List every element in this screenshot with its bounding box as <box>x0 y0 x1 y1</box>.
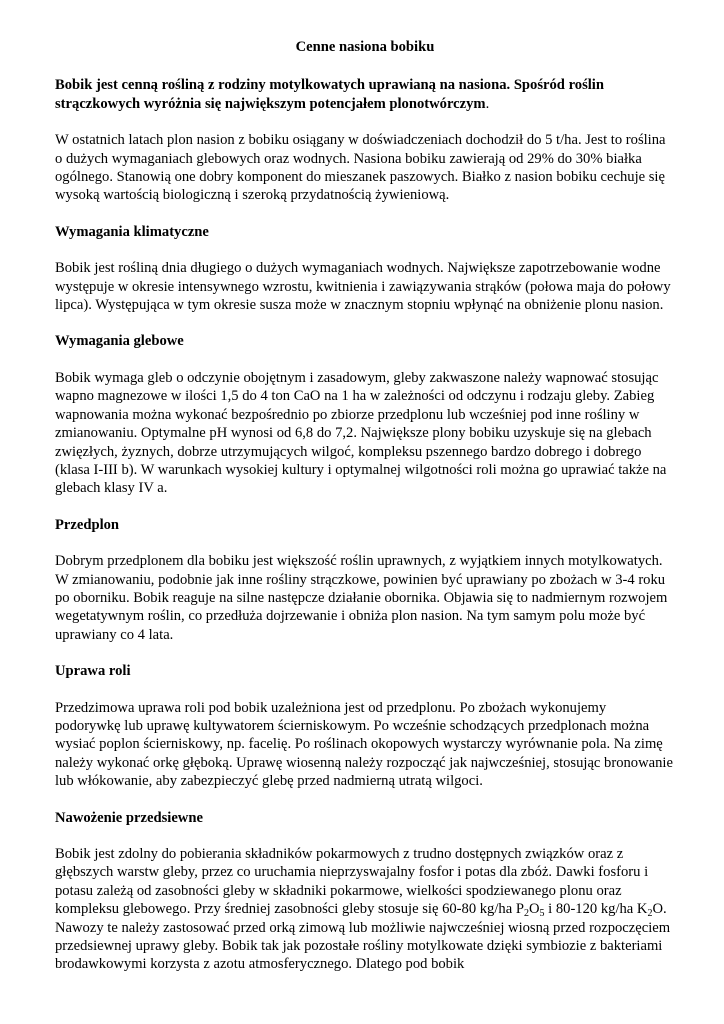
fert-sub-1: 2 <box>523 908 529 920</box>
fert-text-a: Bobik jest zdolny do pobierania składników pokarmowych z trudno dostępnych związków oraz z głębszych warstw gleby, przez co uruchamia nieprzyswajalny fosfor i potas dla zbóż. Dawki fosforu i potasu zależą od zasobności gleby w składniki pokarmowe, wielkości spodziewanego plonu oraz kompleksu glebowego. Przy średniej zasobności gleby stosuje się 60-80 kg/ha P <box>55 846 649 918</box>
heading-climate: Wymagania klimatyczne <box>55 223 209 240</box>
fert-text-b: O <box>528 901 540 918</box>
heading-previous-crop: Przedplon <box>55 516 120 533</box>
paragraph-soil: Bobik wymaga gleb o odczynie obojętnym i zasadowym, gleby zakwaszone należy wapnować stosując wapno magnezowe w ilości 1,5 do 4 ton CaO na 1 ha w zależności od odczynu i rodzaju gleby. Zabieg wapnowania można wykonać bezpośrednio po zbiorze przedplonu lub wcześniej pod inne rośliny w zmianowaniu. Optymalne pH wynosi od 6,8 do 7,2. Największe plony bobiku uzyskuje się na glebach zwięzłych, żyznych, dobrze utrzymujących wilgoć, kompleksu pszennego bardzo dobrego i dobrego (klasa I-III b). W warunkach wysokiej kultury i optymalnej wilgotności roli można go uprawiać także na glebach klasy IV a. <box>55 369 667 497</box>
fert-text-c: i 80-120 kg/ha K <box>544 901 648 918</box>
heading-soil: Wymagania glebowe <box>55 333 184 350</box>
paragraph-previous-crop: Dobrym przedplonem dla bobiku jest większość roślin uprawnych, z wyjątkiem innych motylkowatych. W zmianowaniu, podobnie jak inne rośliny strączkowe, powinien być uprawiany po zbożach w 3-4 roku po oborniku. Bobik reaguje na silne następcze działanie obornika. Objawia się to nadmiernym rozwojem wegetatywnym roślin, co przedłuża dojrzewanie i obniża plon nasion. Na tym samym polu może być uprawiany co 4 lata. <box>55 553 668 643</box>
intro-paragraph: W ostatnich latach plon nasion z bobiku osiągany w doświadczeniach dochodził do 5 t/ha. Jest to roślina o dużych wymaganiach glebowych oraz wodnych. Nasiona bobiku zawierają od 29% do 30% białka ogólnego. Stanowią one dobry komponent do mieszanek paszowych. Białko z nasion bobiku cechuje się wysoką wartością biologiczną i szeroką przydatnością żywieniową. <box>55 132 666 204</box>
paragraph-climate: Bobik jest rośliną dnia długiego o dużych wymaganiach wodnych. Największe zapotrzebowanie wodne występuje w okresie intensywnego wzrostu, kwitnienia i zawiązywania strąków (połowa maja do połowy lipca). Występująca w tym okresie susza może w znacznym stopniu wpłynąć na obniżenie plonu nasion. <box>55 260 671 314</box>
heading-fertilization: Nawożenie przedsiewne <box>55 809 203 826</box>
paragraph-fertilization <box>55 845 675 974</box>
lead-end: . <box>485 95 490 112</box>
lead-text: Bobik jest cenną rośliną z rodziny motylkowatych uprawianą na nasiona. Spośród roślin strączkowych wyróżnia się największym potencjałem plonotwórczym <box>55 77 604 112</box>
lead-paragraph <box>55 76 675 113</box>
heading-tillage: Uprawa roli <box>55 663 131 680</box>
paragraph-tillage: Przedzimowa uprawa roli pod bobik uzależniona jest od przedplonu. Po zbożach wykonujemy podorywkę lub uprawę kultywatorem ścierniskowym. Po wcześnie schodzących przedplonach można wysiać poplon ścierniskowy, np. facelię. Po roślinach okopowych wystarczy wyrównanie pola. Na zimę należy wykonać orkę głęboką. Uprawę wiosenną należy rozpocząć jak najwcześniej, stosując bronowanie lub włókowanie, aby zabezpieczyć glebę przed nadmierną utratą wilgoci. <box>55 699 673 790</box>
document-title: Cenne nasiona bobiku <box>295 39 435 55</box>
fert-sub-2: 5 <box>539 908 545 920</box>
fert-sub-3: 2 <box>647 908 653 920</box>
document-page <box>55 38 675 992</box>
fert-text-d: O. Nawozy te należy zastosować przed orką zimową lub możliwie najwcześniej wiosną przed rozpoczęciem przedsiewnej uprawy gleby. Bobik tak jak pozostałe rośliny motylkowate dzięki symbiozie z bakteriami brodawkowymi korzysta z azotu atmosferycznego. Dlatego pod bobik <box>55 901 671 973</box>
